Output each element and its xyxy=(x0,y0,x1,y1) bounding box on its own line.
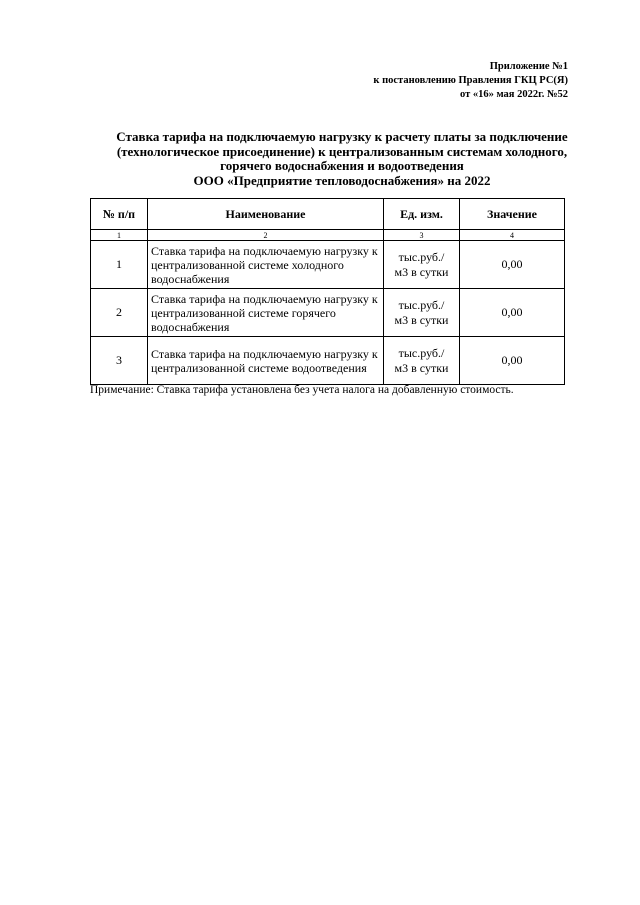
title-line-4: ООО «Предприятие тепловодоснабжения» на 2022 xyxy=(193,172,491,188)
title-line-1: Ставка тарифа на подключаемую нагрузку к расчету платы за подключение xyxy=(116,129,568,144)
row-value: 0,00 xyxy=(460,337,565,385)
row-unit-line-1: тыс.руб./ xyxy=(398,345,445,360)
document-title xyxy=(88,130,596,188)
row-value: 0,00 xyxy=(460,241,565,289)
row-number: 2 xyxy=(91,289,148,337)
table-row xyxy=(91,241,565,289)
row-number: 1 xyxy=(91,241,148,289)
column-number: 2 xyxy=(148,230,384,241)
appendix-resolution: к постановлению Правления ГКЦ РС(Я) xyxy=(373,75,568,86)
column-number: 3 xyxy=(384,230,460,241)
column-number: 4 xyxy=(460,230,565,241)
table-row xyxy=(91,337,565,385)
footnote: Примечание: Ставка тарифа установлена без учета налога на добавленную стоимость. xyxy=(90,384,514,396)
tariff-table xyxy=(90,198,565,385)
row-unit xyxy=(384,289,460,337)
row-name: Ставка тарифа на подключаемую нагрузку к централизованной системе водоотведения xyxy=(148,337,384,385)
title-line-3: горячего водоснабжения и водоотведения xyxy=(220,158,464,173)
row-unit-line-2: м3 в сутки xyxy=(394,312,449,327)
row-unit-line-2: м3 в сутки xyxy=(394,264,449,279)
header-unit: Ед. изм. xyxy=(384,199,460,230)
appendix-date: от «16» мая 2022г. №52 xyxy=(459,89,568,100)
row-value: 0,00 xyxy=(460,289,565,337)
title-line-2: (технологическое присоединение) к централизованным системам холодного, xyxy=(116,143,568,159)
row-unit xyxy=(384,241,460,289)
appendix-number: Приложение №1 xyxy=(489,61,568,72)
header-name: Наименование xyxy=(148,199,384,230)
row-unit xyxy=(384,337,460,385)
header-number: № п/п xyxy=(91,199,148,230)
table-row xyxy=(91,289,565,337)
row-unit-line-1: тыс.руб./ xyxy=(398,249,445,264)
row-number: 3 xyxy=(91,337,148,385)
column-number-row xyxy=(91,230,565,241)
column-number: 1 xyxy=(91,230,148,241)
row-unit-line-1: тыс.руб./ xyxy=(398,297,445,312)
row-name: Ставка тарифа на подключаемую нагрузку к централизованной системе холодного водоснабжения xyxy=(148,241,384,289)
row-name: Ставка тарифа на подключаемую нагрузку к централизованной системе горячего водоснабжения xyxy=(148,289,384,337)
row-unit-line-2: м3 в сутки xyxy=(394,360,449,375)
appendix-reference xyxy=(373,60,568,102)
header-value: Значение xyxy=(460,199,565,230)
table-header-row xyxy=(91,199,565,230)
